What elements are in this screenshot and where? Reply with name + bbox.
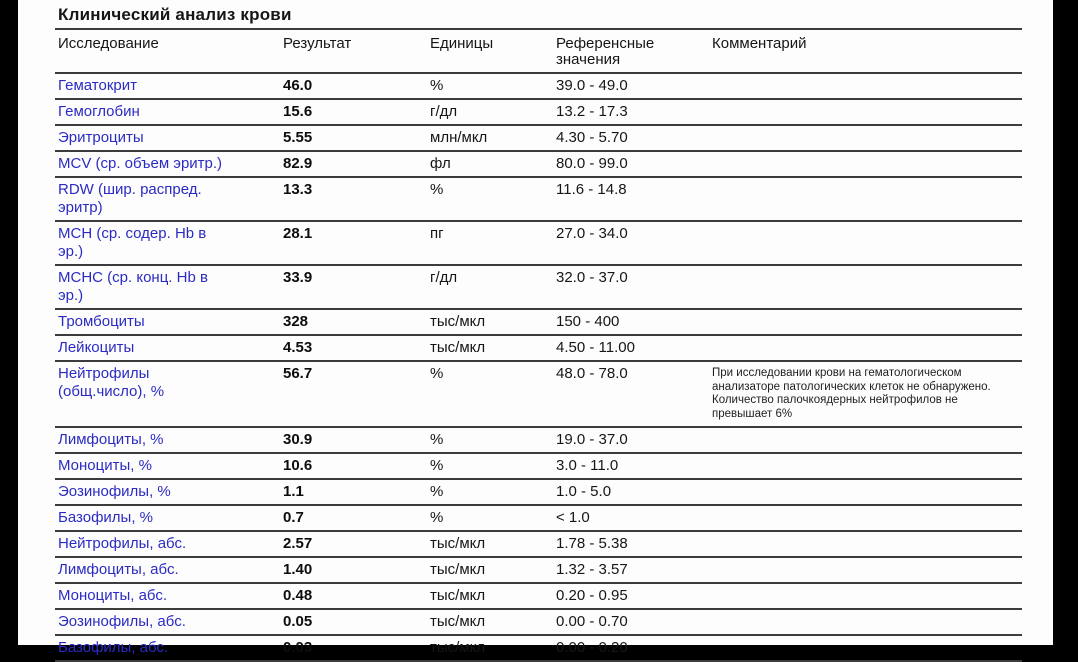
test-result: 0.05 [283, 613, 313, 630]
test-comment [709, 610, 1022, 620]
test-name: MCH (ср. содер. Hb в эр.) [58, 225, 207, 260]
test-result: 30.9 [283, 431, 313, 448]
test-units: % [430, 457, 444, 474]
table-body [55, 74, 1022, 662]
test-units: % [430, 77, 444, 94]
table-row [55, 610, 1022, 636]
test-result: 0.7 [283, 509, 304, 526]
test-result: 0.48 [283, 587, 313, 604]
test-reference: 1.78 - 5.38 [556, 535, 628, 552]
results-table [55, 28, 1022, 662]
test-comment [709, 480, 1022, 490]
test-name: RDW (шир. распред. эритр) [58, 181, 202, 216]
test-reference: 0.20 - 0.95 [556, 587, 628, 604]
test-result: 33.9 [283, 269, 313, 286]
column-header-reference-label: Референсные значения [556, 35, 655, 68]
test-comment [709, 100, 1022, 110]
test-result: 1.1 [283, 483, 304, 500]
test-reference: 0.00 - 0.70 [556, 613, 628, 630]
test-reference: < 1.0 [556, 509, 590, 526]
test-name: Гематокрит [58, 77, 137, 94]
table-header-row [55, 30, 1022, 74]
test-result: 4.53 [283, 339, 313, 356]
test-name: Эозинофилы, % [58, 483, 171, 500]
test-reference: 1.32 - 3.57 [556, 561, 628, 578]
test-result: 0.03 [283, 639, 313, 656]
test-result: 82.9 [283, 155, 313, 172]
test-comment [709, 152, 1022, 162]
table-row [55, 532, 1022, 558]
test-comment [709, 584, 1022, 594]
table-row [55, 266, 1022, 310]
test-comment [709, 428, 1022, 438]
test-comment [709, 532, 1022, 542]
table-row [55, 362, 1022, 428]
right-black-bar [1053, 0, 1078, 645]
table-row [55, 584, 1022, 610]
table-row [55, 336, 1022, 362]
column-header-comment: Комментарий [712, 35, 807, 52]
test-comment [709, 178, 1022, 188]
test-name: Лимфоциты, абс. [58, 561, 179, 578]
page-title: Клинический анализ крови [58, 5, 292, 24]
test-reference: 27.0 - 34.0 [556, 225, 628, 242]
test-name: Моноциты, % [58, 457, 152, 474]
left-black-bar [0, 0, 18, 645]
table-row [55, 480, 1022, 506]
test-comment [709, 310, 1022, 320]
table-row [55, 428, 1022, 454]
test-name: Тромбоциты [58, 313, 145, 330]
table-row [55, 454, 1022, 480]
test-reference: 4.50 - 11.00 [556, 339, 635, 356]
test-units: г/дл [430, 103, 458, 120]
test-units: г/дл [430, 269, 458, 286]
test-name: Эритроциты [58, 129, 144, 146]
test-reference: 4.30 - 5.70 [556, 129, 628, 146]
test-comment: При исследовании крови на гематологическом анализаторе патологических клеток не обнаружено. Количество палочкоядерных нейтрофилов не превышает 6% [712, 367, 991, 420]
test-name: MCV (ср. объем эритр.) [58, 155, 223, 172]
test-reference: 3.0 - 11.0 [556, 457, 619, 474]
test-units: фл [430, 155, 451, 172]
test-result: 13.3 [283, 181, 313, 198]
column-header-units: Единицы [430, 35, 494, 52]
test-name: Эозинофилы, абс. [58, 613, 186, 630]
table-row [55, 100, 1022, 126]
test-name: MCHC (ср. конц. Hb в эр.) [58, 269, 208, 304]
test-reference: 13.2 - 17.3 [556, 103, 628, 120]
test-comment [709, 74, 1022, 84]
table-row [55, 310, 1022, 336]
test-units: % [430, 483, 444, 500]
test-reference: 48.0 - 78.0 [556, 365, 628, 382]
test-units: % [430, 181, 444, 198]
test-name: Моноциты, абс. [58, 587, 168, 604]
report-content [18, 0, 1053, 656]
test-reference: 80.0 - 99.0 [556, 155, 628, 172]
report-body [55, 0, 1022, 662]
test-result: 5.55 [283, 129, 313, 146]
test-units: тыс/мкл [430, 313, 486, 330]
test-name: Базофилы, % [58, 509, 153, 526]
test-comment [709, 336, 1022, 346]
test-reference: 150 - 400 [556, 313, 620, 330]
test-name: Нейтрофилы, абс. [58, 535, 187, 552]
test-result: 15.6 [283, 103, 313, 120]
test-name: Базофилы, абс. [58, 639, 169, 656]
test-result: 1.40 [283, 561, 313, 578]
test-units: тыс/мкл [430, 561, 486, 578]
test-units: тыс/мкл [430, 587, 486, 604]
table-row [55, 222, 1022, 266]
test-result: 46.0 [283, 77, 313, 94]
table-row [55, 152, 1022, 178]
test-units: % [430, 431, 444, 448]
test-units: % [430, 365, 444, 382]
table-row [55, 74, 1022, 100]
test-result: 28.1 [283, 225, 313, 242]
test-result: 10.6 [283, 457, 313, 474]
test-units: % [430, 509, 444, 526]
test-reference: 1.0 - 5.0 [556, 483, 612, 500]
table-row [55, 178, 1022, 222]
test-reference: 32.0 - 37.0 [556, 269, 628, 286]
test-units: тыс/мкл [430, 613, 486, 630]
table-row [55, 558, 1022, 584]
test-result: 2.57 [283, 535, 313, 552]
table-row [55, 636, 1022, 662]
test-units: тыс/мкл [430, 339, 486, 356]
test-units: тыс/мкл [430, 535, 486, 552]
test-name: Нейтрофилы (общ.число), % [58, 365, 165, 400]
test-name: Гемоглобин [58, 103, 140, 120]
column-header-test: Исследование [58, 35, 159, 52]
column-header-reference [553, 30, 709, 72]
test-name: Лимфоциты, % [58, 431, 164, 448]
test-reference: 11.6 - 14.8 [556, 181, 627, 198]
test-reference: 39.0 - 49.0 [556, 77, 628, 94]
test-comment [709, 454, 1022, 464]
test-comment [709, 222, 1022, 232]
test-comment [709, 558, 1022, 568]
test-units: тыс/мкл [430, 639, 486, 656]
test-units: пг [430, 225, 444, 242]
test-comment [709, 266, 1022, 276]
test-comment [709, 506, 1022, 516]
table-row [55, 126, 1022, 152]
column-header-result: Результат [283, 35, 352, 52]
test-comment [709, 636, 1022, 646]
test-name: Лейкоциты [58, 339, 135, 356]
test-reference: 19.0 - 37.0 [556, 431, 628, 448]
test-units: млн/мкл [430, 129, 488, 146]
table-row [55, 506, 1022, 532]
test-comment [709, 126, 1022, 136]
test-reference: 0.00 - 0.20 [556, 639, 628, 656]
test-result: 328 [283, 313, 309, 330]
test-result: 56.7 [283, 365, 313, 382]
